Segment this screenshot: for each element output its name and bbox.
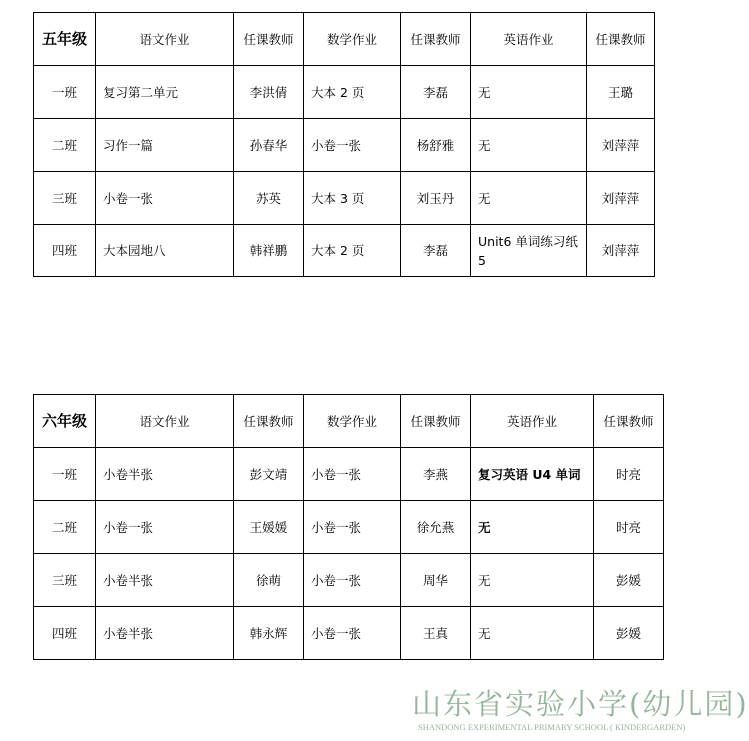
class-label: 三班 [34, 172, 96, 225]
column-header: 英语作业 [471, 13, 587, 66]
chinese-teacher: 苏英 [234, 172, 304, 225]
column-header: 数学作业 [304, 13, 401, 66]
math-teacher: 李磊 [401, 225, 471, 277]
english-teacher: 彭媛 [594, 554, 664, 607]
class-label: 四班 [34, 607, 96, 660]
table-header-row [34, 13, 655, 66]
english-homework: 复习英语 U4 单词 [471, 448, 594, 501]
chinese-teacher: 徐萌 [234, 554, 304, 607]
math-teacher: 李磊 [401, 66, 471, 119]
grade6-homework-table [33, 394, 664, 660]
math-homework: 小卷一张 [304, 501, 401, 554]
english-teacher: 王璐 [587, 66, 655, 119]
class-label: 四班 [34, 225, 96, 277]
class-label: 一班 [34, 448, 96, 501]
table-row [34, 225, 655, 277]
math-teacher: 周华 [401, 554, 471, 607]
math-teacher: 王真 [401, 607, 471, 660]
column-header: 任课教师 [594, 395, 664, 448]
english-teacher: 刘萍萍 [587, 225, 655, 277]
english-homework: 无 [471, 119, 587, 172]
table-header-row [34, 395, 664, 448]
english-teacher: 刘萍萍 [587, 119, 655, 172]
column-header: 英语作业 [471, 395, 594, 448]
class-label: 二班 [34, 119, 96, 172]
class-label: 三班 [34, 554, 96, 607]
column-header: 任课教师 [587, 13, 655, 66]
english-homework: 无 [471, 501, 594, 554]
school-logo [412, 686, 749, 732]
math-homework: 大本 2 页 [304, 225, 401, 277]
math-homework: 大本 3 页 [304, 172, 401, 225]
english-homework: 无 [471, 554, 594, 607]
math-teacher: 徐允燕 [401, 501, 471, 554]
school-name-english: SHANDONG EXPERIMENTAL PRIMARY SCHOOL ( KINDERGARDEN) [418, 722, 686, 732]
chinese-homework: 习作一篇 [96, 119, 234, 172]
math-teacher: 李燕 [401, 448, 471, 501]
math-homework: 小卷一张 [304, 448, 401, 501]
grade5-homework-table [33, 12, 655, 277]
chinese-homework: 小卷半张 [96, 448, 234, 501]
column-header: 数学作业 [304, 395, 401, 448]
english-teacher: 时亮 [594, 448, 664, 501]
table-row [34, 554, 664, 607]
chinese-homework: 大本园地八 [96, 225, 234, 277]
table-row [34, 448, 664, 501]
column-header: 语文作业 [96, 13, 234, 66]
chinese-homework: 小卷半张 [96, 554, 234, 607]
table-row [34, 66, 655, 119]
english-homework: 无 [471, 172, 587, 225]
english-homework: 无 [471, 607, 594, 660]
english-teacher: 彭媛 [594, 607, 664, 660]
chinese-teacher: 彭文靖 [234, 448, 304, 501]
math-homework: 大本 2 页 [304, 66, 401, 119]
chinese-homework: 小卷半张 [96, 607, 234, 660]
column-header: 任课教师 [401, 13, 471, 66]
math-homework: 小卷一张 [304, 607, 401, 660]
math-teacher: 杨舒雅 [401, 119, 471, 172]
table-row [34, 501, 664, 554]
english-teacher: 时亮 [594, 501, 664, 554]
english-teacher: 刘萍萍 [587, 172, 655, 225]
math-homework: 小卷一张 [304, 554, 401, 607]
table-row [34, 172, 655, 225]
chinese-teacher: 韩永辉 [234, 607, 304, 660]
class-label: 二班 [34, 501, 96, 554]
table-row [34, 607, 664, 660]
column-header: 语文作业 [96, 395, 234, 448]
column-header: 任课教师 [234, 13, 304, 66]
math-teacher: 刘玉丹 [401, 172, 471, 225]
chinese-homework: 小卷一张 [96, 501, 234, 554]
chinese-teacher: 李洪倩 [234, 66, 304, 119]
school-name-chinese: 山东省实验小学(幼儿园) [412, 687, 749, 721]
english-homework: 无 [471, 66, 587, 119]
chinese-homework: 复习第二单元 [96, 66, 234, 119]
column-header: 任课教师 [401, 395, 471, 448]
chinese-teacher: 韩祥鹏 [234, 225, 304, 277]
grade-label: 五年级 [34, 13, 96, 66]
column-header: 任课教师 [234, 395, 304, 448]
chinese-homework: 小卷一张 [96, 172, 234, 225]
english-homework: Unit6 单词练习纸 5 [471, 225, 587, 277]
chinese-teacher: 孙春华 [234, 119, 304, 172]
chinese-teacher: 王媛媛 [234, 501, 304, 554]
table-row [34, 119, 655, 172]
class-label: 一班 [34, 66, 96, 119]
grade-label: 六年级 [34, 395, 96, 448]
math-homework: 小卷一张 [304, 119, 401, 172]
